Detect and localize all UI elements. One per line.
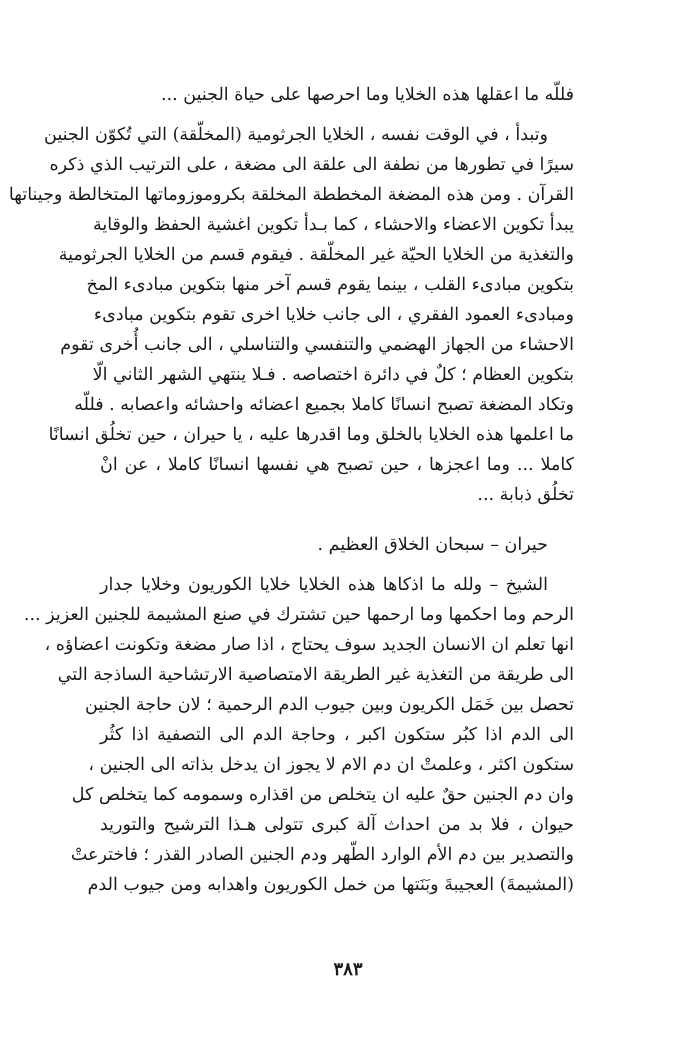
text-line: الى الدم اذا كبُر ستكون اكبر ، وحاجة الدم الى التصفية اذا كثُر bbox=[100, 725, 574, 745]
text-line: (المشيمةَ) العجيبةَ وبَنَتها من خمل الكوريون واهدابه ومن جيوب الدم bbox=[87, 875, 574, 895]
text-line: سيرًا في تطورها من نطفة الى علقة الى مضغة ، على الترتيب الذي ذكره bbox=[49, 155, 574, 175]
page-number: ٣٨٣ bbox=[333, 959, 363, 980]
text-line: تحصل بين خَمَل الكريون وبين جيوب الدم الرحمية ؛ لان حاجة الجنين bbox=[84, 695, 574, 715]
text-line: بتكوين مبادىء القلب ، بينما يقوم قسم آخر منها بتكوين مبادىء المخ bbox=[86, 275, 574, 295]
text-line: تخلُق ذبابة ... bbox=[477, 485, 574, 505]
text-line: انها تعلم ان الانسان الجديد سوف يحتاج ، اذا صار مضغة وتكونت اعضاؤه ، bbox=[44, 635, 574, 655]
text-line: كاملا ... وما اعجزها ، حين تصبح هي نفسها انسانًا كاملا ، عن انْ bbox=[100, 455, 574, 475]
text-line: الاحشاء من الجهاز الهضمي والتنفسي والتناسلي ، الى جانب أُخرى تقوم bbox=[60, 335, 574, 355]
text-line: يبدأ تكوين الاعضاء والاحشاء ، كما بـدأ تكوين اغشية الحفظ والوقاية bbox=[92, 215, 574, 235]
text-line: وتكاد المضغة تصبح انسانًا كاملا بجميع اعضائه واحشائه واعصابه . فللّه bbox=[74, 395, 574, 415]
text-line: ستكون اكثر ، وعلمتْ ان دم الام لا يجوز ان يدخل بذاته الى الجنين ، bbox=[88, 755, 574, 775]
text-line: ومبادىء العمود الفقري ، الى جانب خلايا اخرى تقوم بتكوين مبادىء bbox=[93, 305, 574, 325]
text-line: الى طريقة من التغذية غير الطريقة الامتصاصية الارتشاحية الساذجة التي bbox=[57, 665, 574, 685]
text-line: بتكوين العظام ؛ كلٌ في دائرة اختصاصه . فـلا ينتهي الشهر الثاني الّا bbox=[92, 365, 574, 385]
text-line: الرحم وما احكمها وما ارحمها حين تشترك في صنع المشيمة للجنين العزيز ... bbox=[23, 605, 574, 625]
text-line: وان دم الجنين حقٌ عليه ان يتخلص من اقذاره وسمومه كما يتخلص كل bbox=[71, 785, 574, 805]
text-line: والتصدير بين دم الأم الوارد الطّهر ودم الجنين الصادر القذر ؛ فاخترعتْ bbox=[70, 845, 574, 865]
text-line: والتغذية من الخلايا الحيّة غير المخلّقة . فيقوم قسم من الخلايا الجرثومية bbox=[58, 245, 574, 265]
text-line: القرآن . ومن هذه المضغة المخططة المخلقة بكروموزوماتها المتخالطة وجيناتها bbox=[8, 185, 574, 205]
text-line: وتبدأ ، في الوقت نفسه ، الخلايا الجرثومية (المخلّقة) التي تُكوّن الجنين bbox=[44, 125, 548, 145]
text-line: الشيخ – ولله ما اذكاها هذه الخلايا خلايا الكوريون وخلايا جدار bbox=[100, 575, 548, 595]
text-line: حيوان ، فلا بد من احداث آلة كبرى تتولى هـذا الترشيح والتوريد bbox=[100, 815, 574, 835]
text-line: فللّه ما اعقلها هذه الخلايا وما احرصها على حياة الجنين ... bbox=[161, 85, 574, 105]
text-line: حيران – سبحان الخلاق العظيم . bbox=[317, 535, 548, 555]
text-line: ما اعلمها هذه الخلايا بالخلق وما اقدرها عليه ، يا حيران ، حين تخلُق انسانًا bbox=[48, 425, 574, 445]
